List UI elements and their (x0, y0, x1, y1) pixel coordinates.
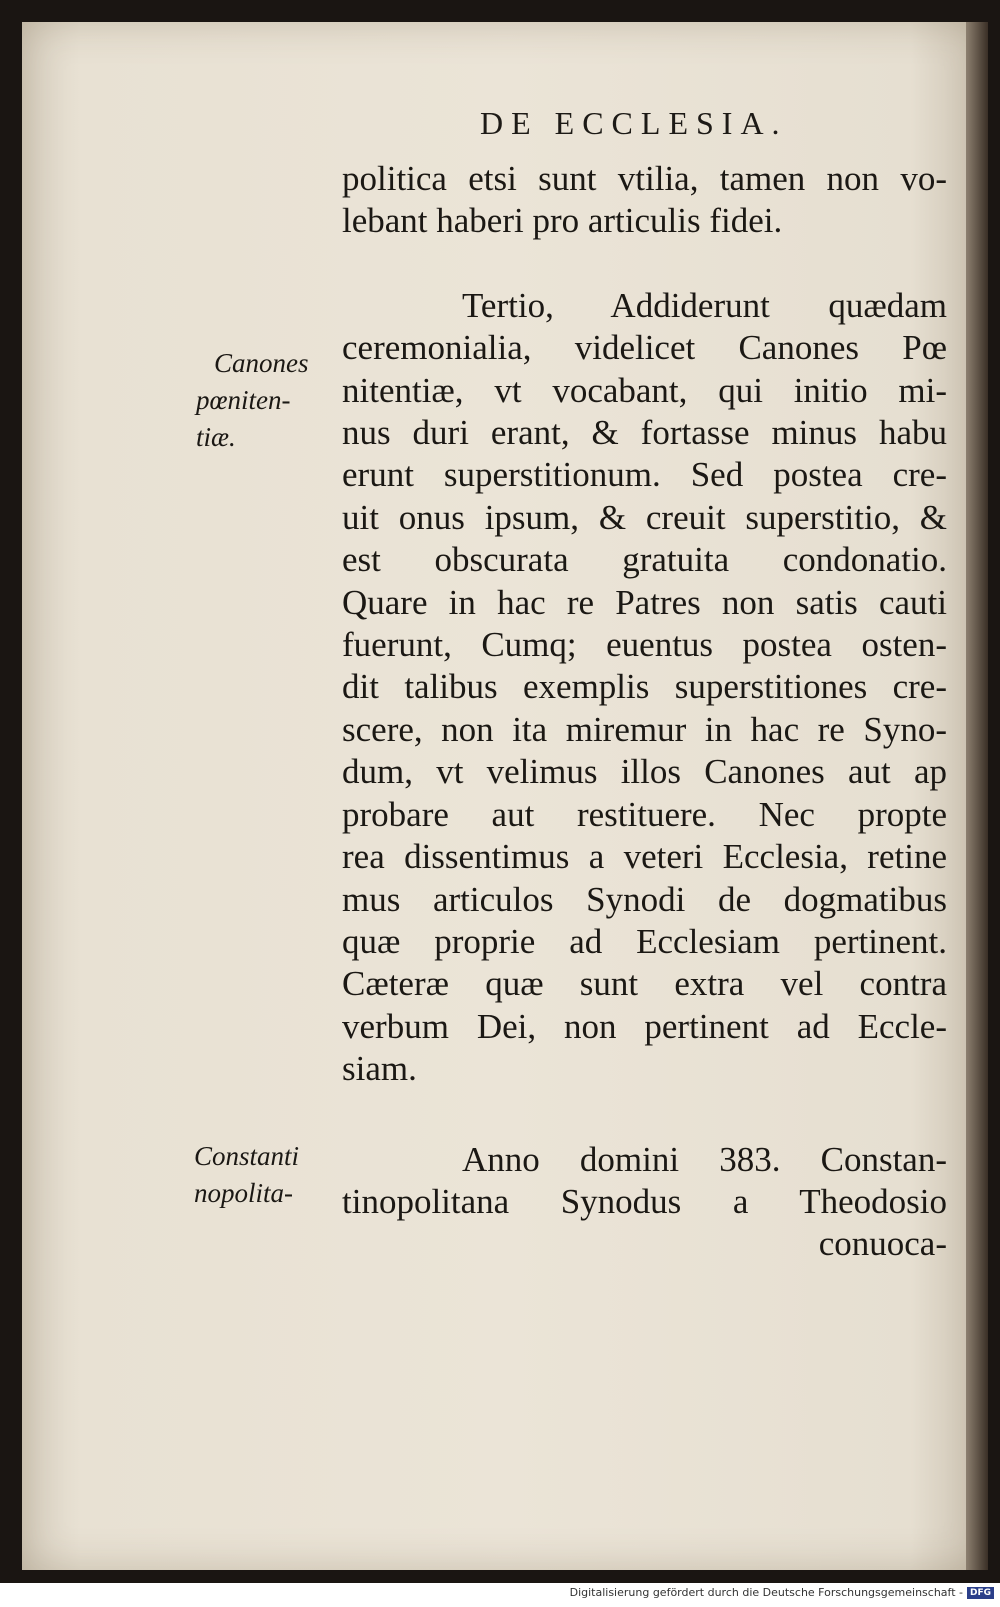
page-edge (966, 22, 988, 1570)
text-line: dit talibus exemplis superstitiones cre- (342, 667, 947, 707)
text-line: erunt superstitionum. Sed postea cre- (342, 455, 947, 495)
text-line: ceremonialia, videlicet Canones Pœ (342, 328, 947, 368)
catchword: conuoca- (818, 1224, 947, 1264)
margin-note-line: tiæ. (196, 422, 236, 452)
text-line: nitentiæ, vt vocabant, qui initio mi- (342, 370, 947, 410)
text-line: siam. (342, 1049, 417, 1089)
text-line: Anno domini 383. Constan- (462, 1139, 947, 1179)
margin-note-line: Constanti (194, 1141, 300, 1171)
text-line: scere, non ita miremur in hac re Syno- (342, 709, 947, 749)
text-line: Quare in hac re Patres non satis cauti (342, 582, 947, 622)
margin-note-line: nopolita- (194, 1178, 293, 1208)
text-line: nus duri erant, & fortasse minus habu (342, 413, 947, 453)
text-line: dum, vt velimus illos Canones aut ap (342, 752, 947, 792)
text-line: politica etsi sunt vtilia, tamen non vo- (342, 159, 947, 198)
text-line: fuerunt, Cumq; euentus postea osten- (342, 625, 947, 665)
running-title: DE ECCLESIA. (480, 105, 788, 141)
text-line: rea dissentimus a veteri Ecclesia, retine (342, 837, 947, 877)
text-line: Cæteræ quæ sunt extra vel contra (342, 964, 947, 1004)
text-line: tinopolitana Synodus a Theodosio (342, 1181, 947, 1221)
text-line: est obscurata gratuita condonatio. (342, 540, 947, 580)
margin-note-line: pœniten- (196, 385, 291, 415)
text-line: lebant haberi pro articulis fidei. (342, 201, 783, 241)
body-text (342, 158, 947, 1266)
text-line: quæ proprie ad Ecclesiam pertinent. (342, 921, 947, 961)
text-line: mus articulos Synodi de dogmatibus (342, 879, 947, 919)
margin-note-line: Canones (214, 348, 309, 378)
text-line: probare aut restituere. Nec propte (342, 794, 947, 834)
text-line: Tertio, Addiderunt quædam (462, 285, 947, 325)
text-line: verbum Dei, non pertinent ad Eccle- (342, 1006, 947, 1046)
margin-note-canones (196, 345, 309, 456)
text-line: uit onus ipsum, & creuit superstitio, & (342, 497, 947, 537)
digitization-credit (570, 1586, 994, 1599)
dfg-logo-icon: DFG (967, 1587, 994, 1599)
credit-text: Digitalisierung gefördert durch die Deutsche Forschungsgemeinschaft - (569, 1586, 963, 1599)
margin-note-constantinopolitana (194, 1138, 299, 1212)
